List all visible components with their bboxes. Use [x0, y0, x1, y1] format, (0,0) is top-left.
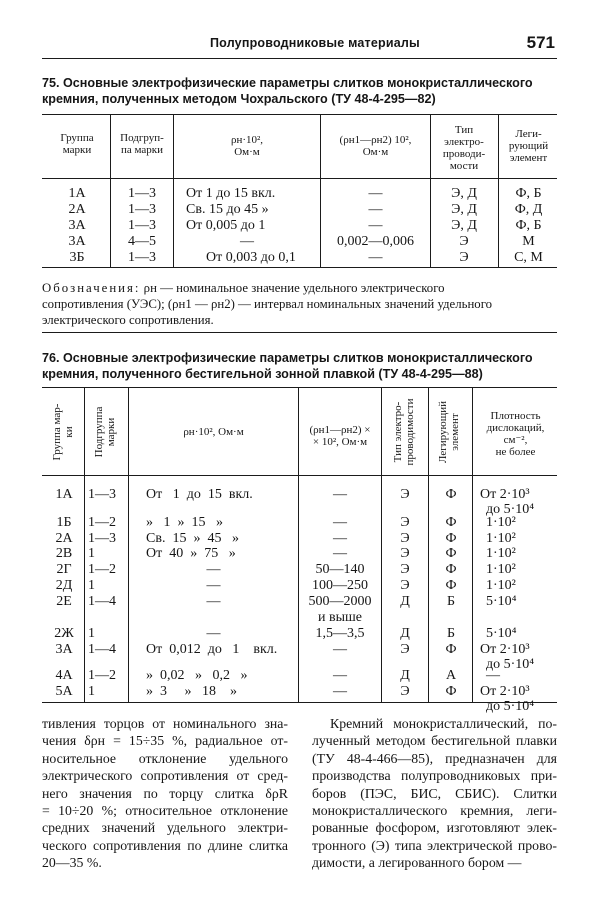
t76-cell-interval: 500—2000 [308, 594, 372, 609]
t75-cell-type: Э, Д [451, 186, 477, 201]
text-line: боров (ПЭС, БИС, СБИС). Слитки [312, 785, 557, 801]
t75-cell-subgroup: 1—3 [128, 250, 156, 265]
t76-cell-group: 4А [55, 668, 73, 683]
t75-cell-group: 3А [68, 218, 86, 233]
t76-header-interval: (ρн1—ρн2) × × 10², Ом·м [309, 424, 371, 448]
note-line3: электрического сопротивления. [42, 313, 214, 327]
t76-cell-interval: и выше [317, 610, 362, 625]
text-line: димости, а легированного бором — [312, 855, 522, 871]
table75-caption [42, 75, 557, 107]
t76-cell-rho: Св. 15 » 45 » [146, 531, 239, 546]
t76-cell-interval: 100—250 [312, 578, 368, 593]
t75-cell-subgroup: 1—3 [128, 186, 156, 201]
t76-cell-rho: От 0,012 до 1 вкл. [146, 642, 278, 657]
t76-cell-interval: — [333, 531, 347, 546]
t76-cell-rho: От 1 до 15 вкл. [146, 487, 253, 502]
t75-cell-dopant: М [522, 234, 535, 249]
t75-cell-group: 1А [68, 186, 86, 201]
t76-cell-group: 1А [55, 487, 73, 502]
t76-cell-subgroup: 1—3 [88, 487, 116, 502]
t75-cell-dopant: Ф, Б [515, 186, 542, 201]
note-line2: сопротивления (УЭС); (ρн1 — ρн2) — интервал номинальных значений удельного [42, 297, 493, 311]
t75-cell-type: Э, Д [451, 218, 477, 233]
t76-cell-group: 2А [55, 531, 73, 546]
t76-cell-rho: От 40 » 75 » [146, 546, 236, 561]
t75-cell-group: 2А [68, 202, 86, 217]
text-line: носительное отклонение удельного [42, 750, 288, 766]
t76-cell-type: Э [400, 546, 410, 561]
text-line: тронного (Э) типа электрической прово- [312, 837, 557, 853]
t76-cell-rho: — [206, 578, 221, 593]
t76-cell-subgroup: 1—4 [88, 594, 116, 609]
text-line: = 10÷20 %; относительное отклонение [42, 803, 288, 819]
t75-cell-rho: От 0,003 до 0,1 [206, 250, 296, 265]
table76-caption-line1: 76. Основные электрофизические параметры слитков монокристаллического [42, 351, 533, 365]
t76-cell-interval: — [333, 546, 347, 561]
t76-cell-density: 1·10² [486, 562, 516, 577]
t75-cell-type: Э [459, 234, 469, 249]
table76-top-rule [42, 387, 557, 388]
t76-cell-subgroup: 1 [88, 626, 95, 641]
t76-header-subgroup: Подгруппа марки [93, 406, 117, 458]
text-line: средних значений удельного электри- [42, 820, 288, 836]
text-line: Кремний монокристаллический, по- [330, 716, 557, 731]
t76-cell-rho: » 0,02 » 0,2 » [146, 668, 248, 683]
table75-vline [110, 114, 111, 267]
t76-cell-density-line2: до 5·10⁴ [486, 657, 535, 672]
t76-cell-type: Э [400, 642, 410, 657]
text-line: монокристаллического кремния, леги- [312, 803, 557, 819]
t75-cell-interval: — [368, 202, 383, 217]
t75-cell-type: Э [459, 250, 469, 265]
t75-cell-interval: 0,002—0,006 [337, 234, 414, 249]
table76-bottom-rule [42, 702, 557, 703]
table75-vline [173, 114, 174, 267]
t75-header-group: Группа марки [60, 132, 94, 156]
t76-cell-density: От 2·10³ [480, 487, 530, 502]
t76-cell-group: 2Д [55, 578, 73, 593]
t76-cell-dopant: А [445, 668, 457, 683]
t75-header-type: Тип электро- проводи- мости [442, 124, 486, 172]
t76-cell-type: Э [400, 684, 410, 699]
t76-cell-density-line2: до 5·10⁴ [486, 502, 535, 517]
t76-cell-type: Э [400, 531, 410, 546]
t76-cell-rho: — [206, 626, 221, 641]
t76-cell-rho: — [206, 562, 221, 577]
t76-cell-density: 1·10² [486, 531, 516, 546]
t75-cell-subgroup: 1—3 [128, 202, 156, 217]
table76-caption [42, 350, 557, 382]
table76-caption-line2: кремния, полученного бестигельной зонной плавкой (ТУ 48-4-295—88) [42, 367, 483, 381]
t75-cell-interval: — [368, 250, 383, 265]
running-head [42, 33, 557, 58]
table75-top-rule [42, 114, 557, 115]
t76-cell-interval: — [333, 515, 347, 530]
t76-cell-type: Д [400, 668, 410, 683]
t75-cell-rho: Св. 15 до 45 » [186, 202, 269, 217]
t75-cell-subgroup: 4—5 [128, 234, 156, 249]
table75-caption-line2: кремния, полученных методом Чохральского (ТУ 48-4-295—82) [42, 92, 436, 106]
page-number: 571 [526, 33, 555, 52]
text-line: ческого сопротивления по длине слитка [42, 837, 288, 853]
t76-cell-subgroup: 1 [88, 546, 95, 561]
table75-bottom-rule [42, 267, 557, 268]
t76-cell-dopant: Ф [445, 562, 457, 577]
t76-header-group: Группа мар- ки [51, 403, 75, 461]
table75-caption-line1: 75. Основные электрофизические параметры слитков монокристаллического [42, 76, 533, 90]
t76-cell-subgroup: 1—3 [88, 531, 116, 546]
t76-cell-group: 2Г [56, 562, 72, 577]
running-head-title: Полупроводниковые материалы [210, 36, 420, 50]
text-line: 20—35 %. [42, 855, 102, 871]
t75-cell-group: 3Б [69, 250, 85, 265]
t76-cell-density: 5·10⁴ [486, 594, 517, 609]
t76-cell-density: 1·10² [486, 546, 516, 561]
t75-cell-rho: От 0,005 до 1 [186, 218, 266, 233]
table76-vline [428, 387, 429, 702]
t76-header-dopant: Легирующий элемент [437, 401, 461, 463]
t76-cell-type: Д [400, 626, 410, 641]
t76-cell-type: Э [400, 515, 410, 530]
t76-cell-type: Э [400, 562, 410, 577]
t76-cell-dopant: Ф [445, 487, 457, 502]
t76-cell-density: 1·10² [486, 515, 516, 530]
t75-cell-rho: От 1 до 15 вкл. [186, 186, 276, 201]
t76-cell-type: Д [400, 594, 410, 609]
t76-cell-type: Э [400, 487, 410, 502]
t76-cell-interval: 50—140 [315, 562, 365, 577]
t76-cell-group: 2Ж [54, 626, 74, 641]
t75-cell-interval: — [368, 186, 383, 201]
section-rule [42, 332, 557, 333]
t75-header-dopant: Леги- рующий элемент [508, 128, 549, 164]
t75-cell-type: Э, Д [451, 202, 477, 217]
table76-header-rule [42, 475, 557, 476]
note-line1: Обозначения: ρн — номинальное значение удельного электрического [42, 281, 445, 295]
table75-vline [498, 114, 499, 267]
t76-cell-density: 1·10² [486, 578, 516, 593]
t75-header-subgroup: Подгруп- па марки [120, 132, 164, 156]
left-column-text [42, 715, 288, 872]
t75-header-rho: ρн·10², Ом·м [230, 134, 264, 158]
t76-cell-interval: — [333, 487, 347, 502]
t76-cell-subgroup: 1—4 [88, 642, 116, 657]
t76-cell-interval: — [333, 668, 347, 683]
t76-cell-group: 2В [55, 546, 73, 561]
table75-note [42, 280, 557, 328]
t76-cell-interval: — [333, 642, 347, 657]
text-line: электрического сопротивления от сред- [42, 768, 288, 784]
t76-cell-dopant: Ф [445, 684, 457, 699]
t76-cell-dopant: Ф [445, 531, 457, 546]
t76-cell-interval: 1,5—3,5 [315, 626, 365, 641]
t76-cell-type: Э [400, 578, 410, 593]
t76-cell-group: 1Б [56, 515, 72, 530]
t76-cell-subgroup: 1 [88, 578, 95, 593]
table76-vline [84, 387, 85, 702]
t76-cell-subgroup: 1—2 [88, 562, 116, 577]
text-line: чения δρн = 15÷35 %, радиальное от- [42, 733, 288, 749]
text-line: (ТУ 48-4-466—85), предназначен для [312, 750, 557, 766]
t76-cell-subgroup: 1—2 [88, 668, 116, 683]
t76-cell-density-line2: до 5·10⁴ [486, 699, 535, 714]
text-line: него значения по торцу слитка δρR [42, 785, 288, 801]
t76-cell-interval: — [333, 684, 347, 699]
t76-cell-rho: — [206, 594, 221, 609]
t76-cell-dopant: Ф [445, 642, 457, 657]
t76-header-density: Плотность дислокаций, см⁻², не более [486, 410, 545, 458]
table76-vline [381, 387, 382, 702]
text-line: лученный методом бестигельной плавки [312, 733, 557, 749]
t75-cell-dopant: С, М [514, 250, 543, 265]
t75-cell-subgroup: 1—3 [128, 218, 156, 233]
text-line: рованные фосфором, изготовляют элек- [312, 820, 557, 836]
right-column-text [312, 715, 557, 872]
t75-header-interval: (ρн1—ρн2) 10², Ом·м [339, 134, 412, 158]
t76-cell-subgroup: 1 [88, 684, 95, 699]
table75-header-rule [42, 178, 557, 179]
header-rule [42, 58, 557, 59]
t75-cell-group: 3А [68, 234, 86, 249]
t76-header-type: Тип электро- проводимости [392, 398, 416, 466]
t75-cell-rho: — [240, 234, 254, 249]
t75-cell-dopant: Ф, Д [514, 202, 543, 217]
text-line: производства полупроводниковых при- [312, 768, 557, 784]
t76-cell-density: 5·10⁴ [486, 626, 517, 641]
t75-cell-dopant: Ф, Б [515, 218, 542, 233]
t76-cell-rho: » 1 » 15 » [146, 515, 223, 530]
t76-cell-group: 2Е [56, 594, 72, 609]
t76-cell-dopant: Б [446, 594, 456, 609]
t76-cell-density: От 2·10³ [480, 684, 530, 699]
t76-cell-dopant: Ф [445, 515, 457, 530]
t76-cell-dopant: Ф [445, 578, 457, 593]
t75-cell-interval: — [368, 218, 383, 233]
t76-cell-density: — [486, 668, 500, 683]
text-line: тивления торцов от номинального зна- [42, 716, 288, 731]
t76-header-rho: ρн·10², Ом·м [183, 426, 244, 438]
table76-vline [472, 387, 473, 702]
t76-cell-rho: » 3 » 18 » [146, 684, 237, 699]
table75-vline [430, 114, 431, 267]
table75-vline [320, 114, 321, 267]
t76-cell-density: От 2·10³ [480, 642, 530, 657]
t76-cell-dopant: Б [446, 626, 456, 641]
t76-cell-group: 5А [55, 684, 73, 699]
t76-cell-subgroup: 1—2 [88, 515, 116, 530]
t76-cell-group: 3А [55, 642, 73, 657]
t76-cell-dopant: Ф [445, 546, 457, 561]
table76-vline [128, 387, 129, 702]
